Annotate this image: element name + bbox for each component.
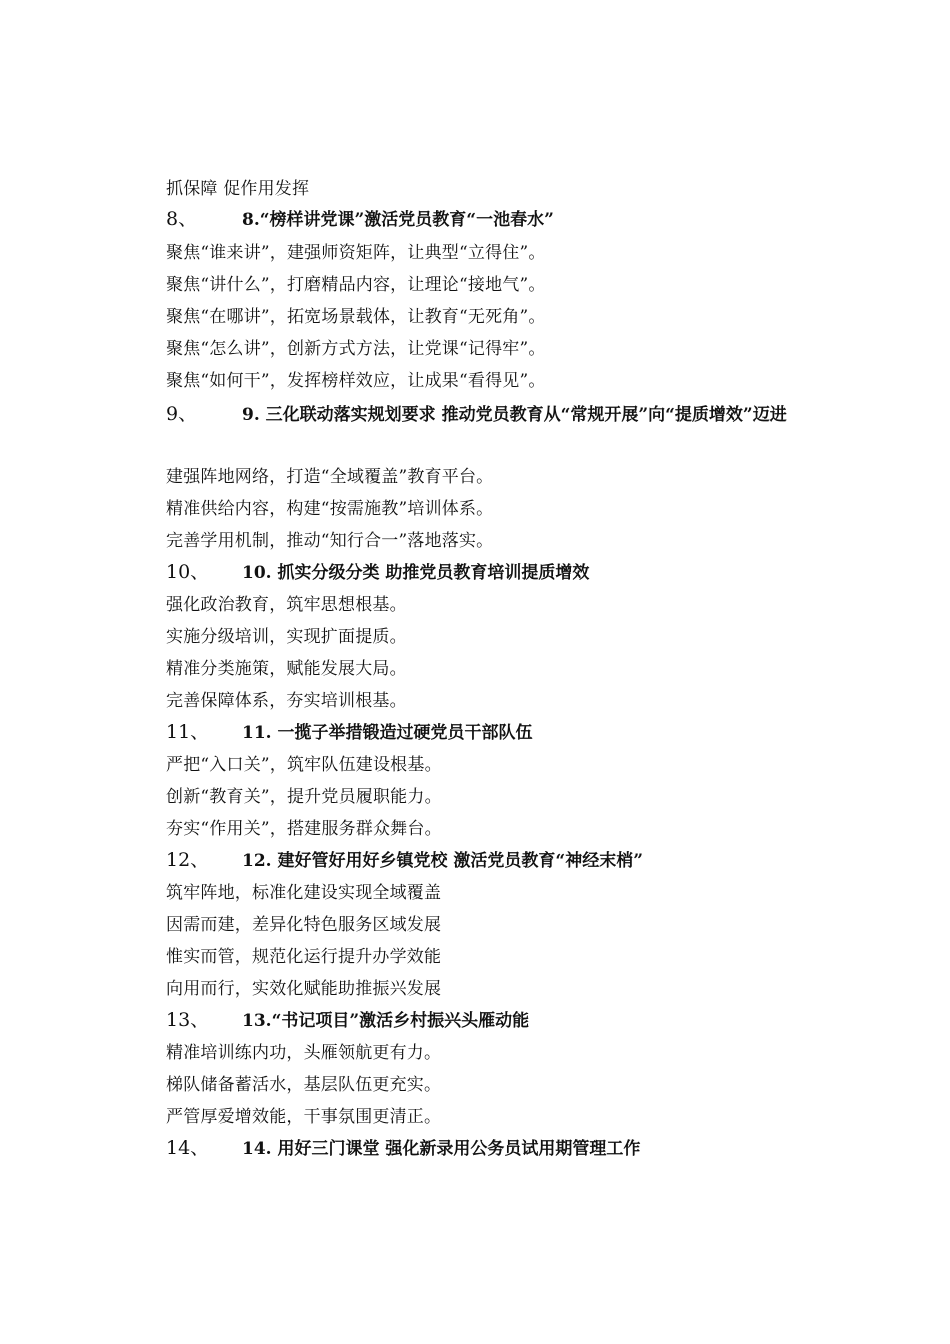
section-title: 13.“书记项目”激活乡村振兴头雁动能 — [242, 1011, 530, 1031]
list-item: 聚焦“怎么讲”，创新方式方法，让党课“记得牢”。 — [166, 339, 546, 359]
section-heading — [166, 559, 589, 586]
list-item: 强化政治教育，筑牢思想根基。 — [166, 595, 407, 615]
list-item: 实施分级培训，实现扩面提质。 — [166, 627, 407, 647]
section-heading — [127, 398, 847, 431]
list-item: 创新“教育关”，提升党员履职能力。 — [166, 787, 442, 807]
list-item: 严管厚爱增效能，干事氛围更清正。 — [166, 1107, 442, 1127]
section-number: 12、 — [166, 849, 210, 871]
list-item: 筑牢阵地，标准化建设实现全域覆盖 — [166, 883, 442, 903]
list-item: 完善保障体系，夯实培训根基。 — [166, 691, 407, 711]
list-item: 建强阵地网络，打造“全域覆盖”教育平台。 — [166, 467, 494, 487]
list-item: 精准分类施策，赋能发展大局。 — [166, 659, 407, 679]
section-title: 12. 建好管好用好乡镇党校 激活党员教育“神经末梢” — [242, 851, 643, 871]
section-number: 14、 — [166, 1137, 210, 1159]
section-heading — [166, 719, 533, 746]
list-item: 严把“入口关”，筑牢队伍建设根基。 — [166, 755, 442, 775]
section-number: 9、 — [166, 403, 198, 425]
list-item: 向用而行，实效化赋能助推振兴发展 — [166, 979, 442, 999]
section-title: 11. 一揽子举措锻造过硬党员干部队伍 — [242, 723, 533, 743]
section-heading — [166, 1007, 529, 1034]
section-number: 11、 — [166, 721, 210, 743]
list-item: 因需而建，差异化特色服务区域发展 — [166, 915, 442, 935]
section-heading — [166, 1135, 640, 1162]
section-number: 8、 — [166, 208, 198, 230]
list-item: 聚焦“如何干”，发挥榜样效应，让成果“看得见”。 — [166, 371, 546, 391]
section-title: 10. 抓实分级分类 助推党员教育培训提质增效 — [242, 563, 590, 583]
section-title: 14. 用好三门课堂 强化新录用公务员试用期管理工作 — [242, 1139, 641, 1159]
text-line: 抓保障 促作用发挥 — [166, 179, 310, 199]
section-heading — [166, 847, 643, 874]
section-title: 9. 三化联动落实规划要求 推动党员教育从“常规开展”向“提质增效”迈进 — [242, 405, 787, 425]
list-item: 聚焦“讲什么”，打磨精品内容，让理论“接地气”。 — [166, 275, 546, 295]
section-number: 13、 — [166, 1009, 210, 1031]
list-item: 聚焦“谁来讲”，建强师资矩阵，让典型“立得住”。 — [166, 243, 546, 263]
list-item: 精准培训练内功，头雁领航更有力。 — [166, 1043, 442, 1063]
list-item: 聚焦“在哪讲”，拓宽场景载体，让教育“无死角”。 — [166, 307, 546, 327]
section-number: 10、 — [166, 561, 210, 583]
section-heading — [166, 206, 554, 233]
section-title: 8.“榜样讲党课”激活党员教育“一池春水” — [242, 210, 554, 230]
list-item: 夯实“作用关”，搭建服务群众舞台。 — [166, 819, 442, 839]
list-item: 完善学用机制，推动“知行合一”落地落实。 — [166, 531, 494, 551]
list-item: 梯队储备蓄活水，基层队伍更充实。 — [166, 1075, 442, 1095]
list-item: 精准供给内容，构建“按需施教”培训体系。 — [166, 499, 494, 519]
list-item: 惟实而管，规范化运行提升办学效能 — [166, 947, 442, 967]
